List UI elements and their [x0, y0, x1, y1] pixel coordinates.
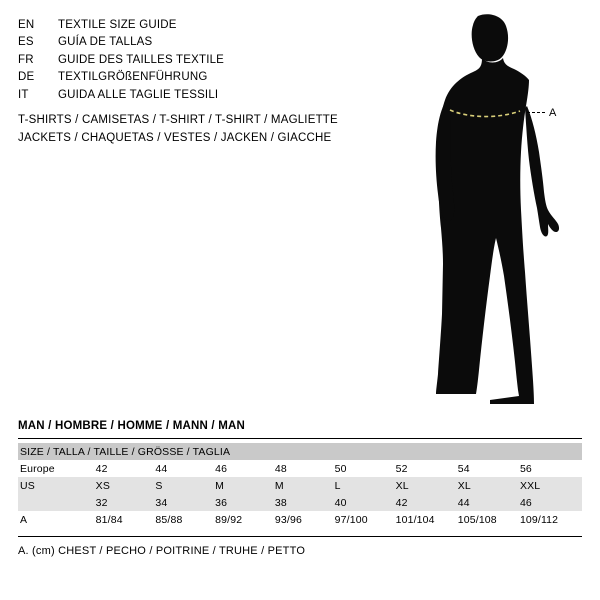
table-bottom-rule [18, 536, 582, 537]
table-row [18, 477, 582, 494]
cell: 105/108 [458, 511, 520, 528]
category-line-tshirts: T-SHIRTS / CAMISETAS / T-SHIRT / T-SHIRT / MAGLIETTE [18, 114, 338, 126]
category-block [18, 111, 338, 147]
cell: 46 [520, 494, 582, 511]
cell: 56 [520, 460, 582, 477]
row-label [18, 494, 96, 511]
cell: 85/88 [155, 511, 215, 528]
category-line-jackets: JACKETS / CHAQUETAS / VESTES / JACKEN / GIACCHE [18, 132, 332, 144]
language-text: GUIDA ALLE TAGLIE TESSILI [58, 88, 219, 101]
measure-leader-line [527, 112, 545, 114]
cell: 40 [335, 494, 396, 511]
table-row [18, 494, 582, 511]
language-code: ES [18, 36, 34, 49]
cell: 89/92 [215, 511, 275, 528]
cell: 81/84 [96, 511, 156, 528]
language-header-block [18, 17, 224, 104]
cell: 48 [275, 460, 335, 477]
table-header-label: SIZE / TALLA / TAILLE / GRÖSSE / TAGLIA [18, 443, 582, 460]
language-text: TEXTILE SIZE GUIDE [58, 19, 177, 31]
language-text: GUIDE DES TAILLES TEXTILE [58, 53, 225, 66]
cell: 44 [155, 460, 215, 477]
language-row [18, 17, 224, 34]
table-title-man: MAN / HOMBRE / HOMME / MANN / MAN [18, 420, 246, 432]
silhouette-body [436, 14, 559, 404]
cell: 42 [96, 460, 156, 477]
cell: 42 [396, 494, 458, 511]
cell: 36 [215, 494, 275, 511]
cell: S [155, 477, 215, 494]
cell: 93/96 [275, 511, 335, 528]
row-label: US [18, 477, 96, 494]
language-row [18, 87, 224, 104]
cell: 109/112 [520, 511, 582, 528]
measure-label-a: A [549, 107, 557, 119]
language-row [18, 69, 224, 86]
man-silhouette-figure [420, 14, 580, 404]
language-text: GUÍA DE TALLAS [58, 36, 153, 49]
cell: 50 [335, 460, 396, 477]
cell: 101/104 [396, 511, 458, 528]
language-text: TEXTILGRÖßENFÜHRUNG [58, 71, 208, 84]
table-top-rule [18, 438, 582, 439]
row-label: Europe [18, 460, 96, 477]
language-row [18, 34, 224, 51]
cell: 52 [396, 460, 458, 477]
cell: XS [96, 477, 156, 494]
cell: XXL [520, 477, 582, 494]
cell: 32 [96, 494, 156, 511]
size-table [18, 443, 582, 528]
language-code: DE [18, 71, 35, 84]
language-code: EN [18, 19, 35, 31]
cell: XL [458, 477, 520, 494]
cell: 54 [458, 460, 520, 477]
language-row [18, 52, 224, 69]
table-footnote: A. (cm) CHEST / PECHO / POITRINE / TRUHE / PETTO [18, 545, 306, 557]
cell: L [335, 477, 396, 494]
table-row [18, 511, 582, 528]
cell: M [275, 477, 335, 494]
cell: XL [396, 477, 458, 494]
cell: M [215, 477, 275, 494]
cell: 34 [155, 494, 215, 511]
table-header-row [18, 443, 582, 460]
language-code: FR [18, 53, 34, 66]
cell: 46 [215, 460, 275, 477]
language-code: IT [18, 88, 29, 101]
cell: 97/100 [335, 511, 396, 528]
cell: 44 [458, 494, 520, 511]
table-row [18, 460, 582, 477]
cell: 38 [275, 494, 335, 511]
row-label: A [18, 511, 96, 528]
